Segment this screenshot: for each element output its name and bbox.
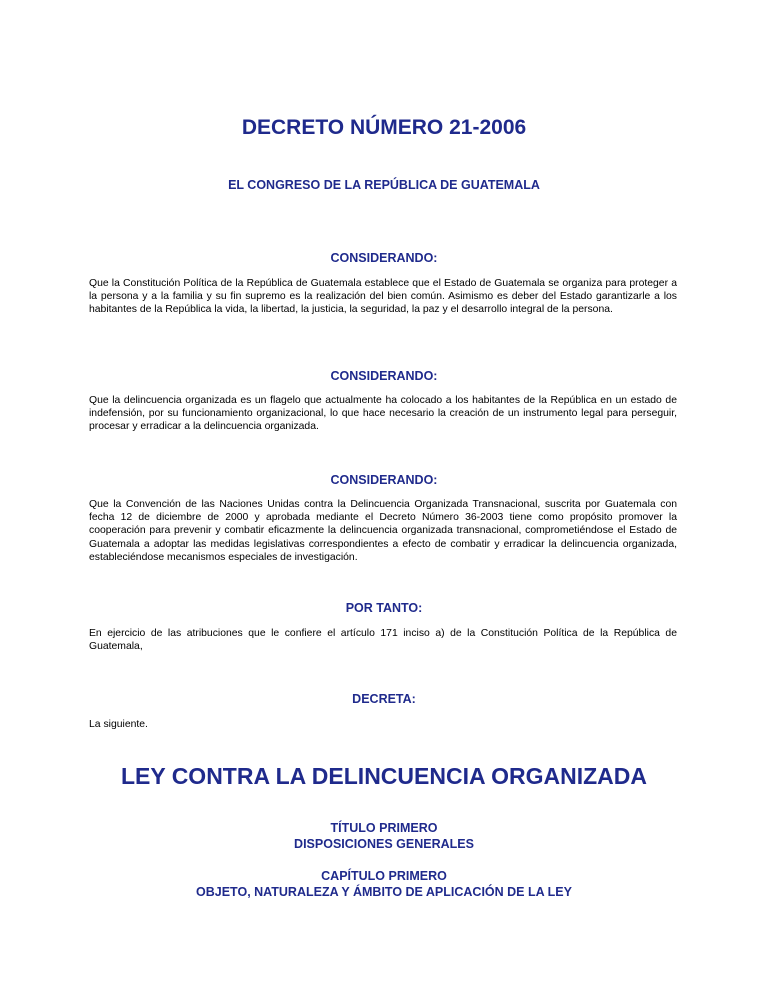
considerando-heading-3: CONSIDERANDO: (330, 473, 438, 487)
decreta-heading: DECRETA: (352, 692, 416, 706)
decreta-paragraph: La siguiente. (89, 719, 148, 730)
title-section-line2: DISPOSICIONES GENERALES (294, 836, 474, 851)
por-tanto-paragraph: En ejercicio de las atribuciones que le confiere el artículo 171 inciso a) de la Constitución Política de la República de Guatemala, (89, 628, 677, 653)
considerando-paragraph-1: Que la Constitución Política de la República de Guatemala establece que el Estado de Guatemala se organiza para proteger a la persona y a la familia y su fin supremo es la realización del bien común. Asimismo es deber del Estado garantizarle a los habitantes de la República la vida, la libertad, la justicia, la seguridad, la paz y el desarrollo integral de la persona. (89, 278, 677, 316)
considerando-paragraph-3: Que la Convención de las Naciones Unidas contra la Delincuencia Organizada Transnacional, suscrita por Guatemala con fecha 12 de diciembre de 2000 y aprobada mediante el Decreto Número 36-2003 tiene como propósito promover la cooperación para prevenir y combatir eficazmente la delincuencia organizada transnacional, comprometiéndose el Estado de Guatemala a adoptar las medidas legislativas correspondientes a efecto de combatir y erradicar la delincuencia organizada, estableciéndose mecanismos especiales de investigación. (89, 499, 677, 563)
considerando-paragraph-2: Que la delincuencia organizada es un flagelo que actualmente ha colocado a los habitantes de la República en un estado de indefensión, por su funcionamiento organizacional, lo que hace necesario la creación de un instrumento legal para perseguir, procesar y erradicar a la delincuencia organizada. (89, 395, 677, 433)
decree-title: DECRETO NÚMERO 21-2006 (241, 116, 527, 139)
title-section-line1: TÍTULO PRIMERO (330, 821, 438, 835)
congress-heading: EL CONGRESO DE LA REPÚBLICA DE GUATEMALA (228, 178, 540, 192)
law-title: LEY CONTRA LA DELINCUENCIA ORGANIZADA (120, 763, 647, 789)
considerando-heading-2: CONSIDERANDO: (330, 369, 438, 383)
chapter-section-line2: OBJETO, NATURALEZA Y ÁMBITO DE APLICACIÓN DE LA LEY (196, 884, 572, 899)
chapter-section-heading (0, 869, 768, 900)
considerando-heading-1: CONSIDERANDO: (330, 251, 438, 265)
por-tanto-heading: POR TANTO: (345, 601, 423, 615)
title-section-heading (0, 821, 768, 852)
chapter-section-line1: CAPÍTULO PRIMERO (321, 869, 447, 883)
